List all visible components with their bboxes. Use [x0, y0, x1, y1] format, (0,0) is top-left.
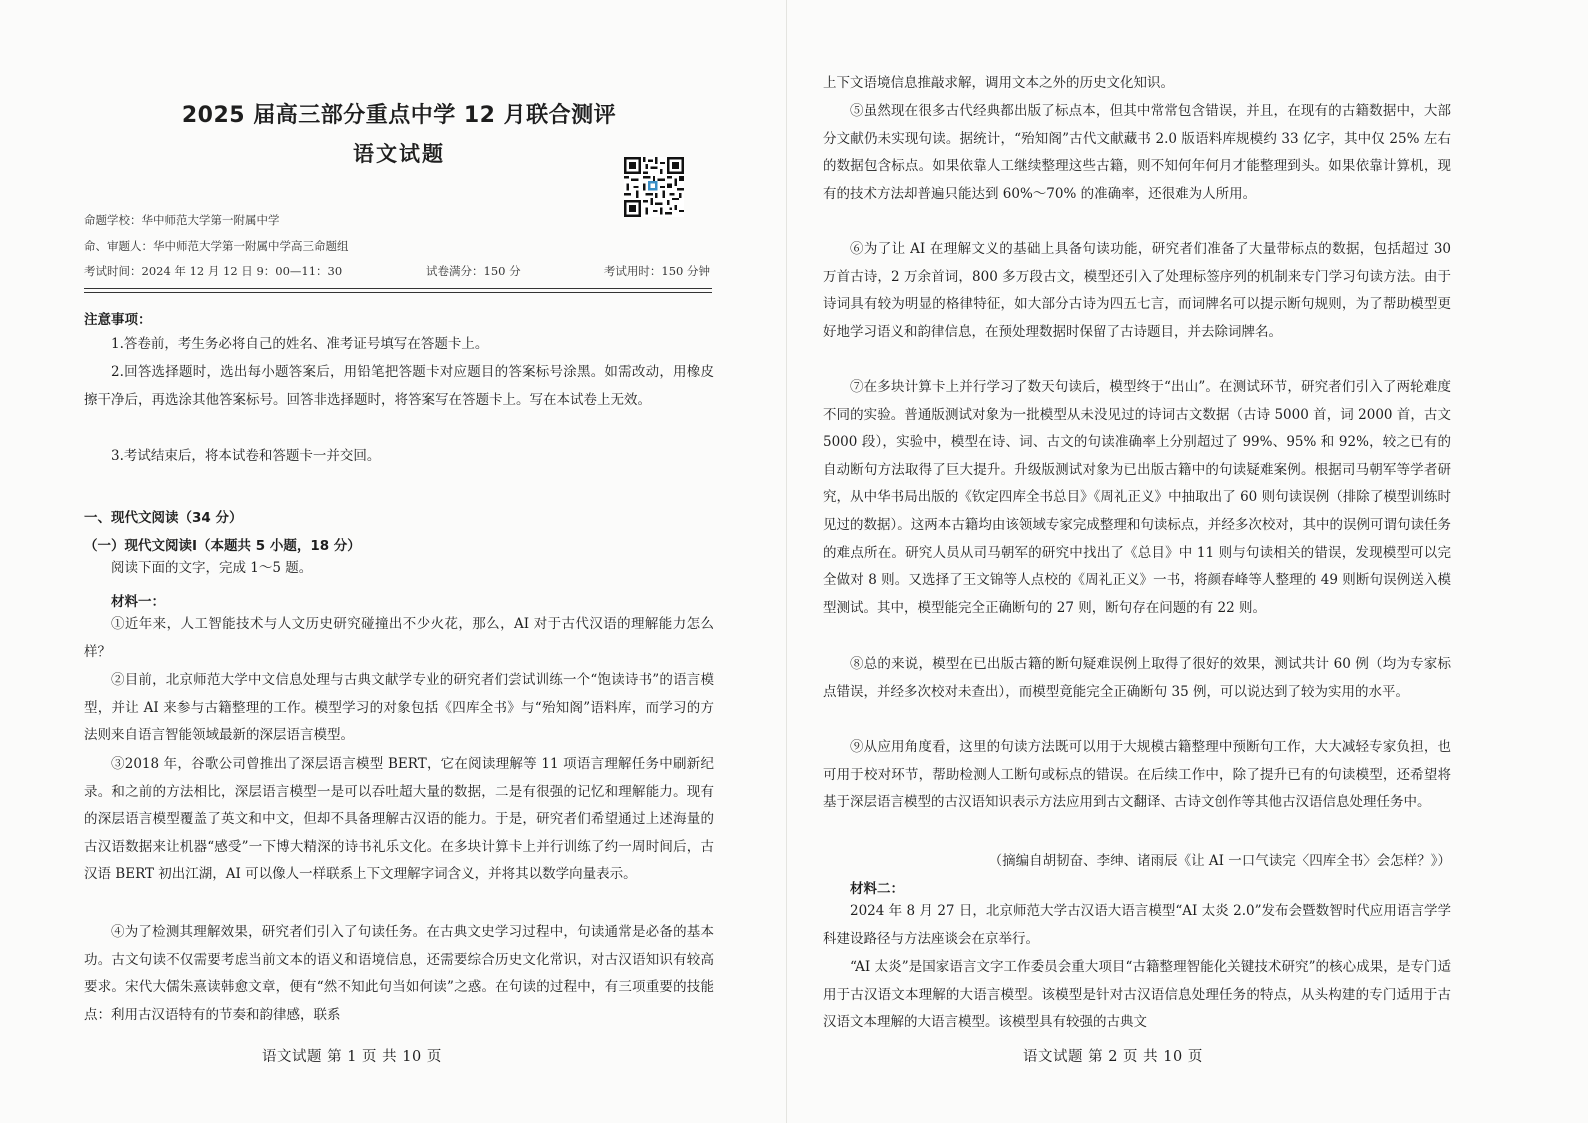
exam-time: 考试时间：2024 年 12 月 12 日 9：00—11：30 [84, 264, 343, 278]
setter-school: 命题学校：华中师范大学第一附属中学 [84, 213, 280, 227]
notice-heading: 注意事项： [84, 312, 152, 328]
paragraph-8: ⑧总的来说，模型在已出版古籍的断句疑难误例上取得了很好的效果，测试共计 60 例（均为专家标点错误，并经多次校对未查出），而模型竟能完全正确断句 35 例，可以说达到了较为实用的水平。 [823, 656, 1451, 700]
notice-item: 3.考试结束后，将本试卷和答题卡一并交回。 [111, 448, 381, 464]
exam-subtitle: 语文试题 [353, 142, 445, 166]
exam-title: 2025 届高三部分重点中学 12 月联合测评 [181, 103, 617, 128]
section-heading: 一、现代文阅读（34 分） [84, 510, 243, 526]
subsection-heading: （一）现代文阅读Ⅰ（本题共 5 小题，18 分） [84, 538, 361, 554]
qr-code-icon[interactable] [624, 157, 684, 217]
reading-instruction: 阅读下面的文字，完成 1～5 题。 [111, 560, 313, 576]
paragraph-5: ⑤虽然现在很多古代经典都出版了标点本，但其中常常包含错误，并且，在现有的古籍数据中，大部分文献仍未实现句读。据统计，“殆知阁”古代文献藏书 2.0 版语料库规模约 33 亿字，其中仅 25% 左右的数据包含标点。如果依靠人工继续整理这些古籍，则不知何年何月才能整理到头。如果依靠计算机，现有的技术方法却普遍只能达到 60%～70% 的准确率，还很难为人所用。 [823, 103, 1451, 202]
page-2 [823, 0, 1451, 1123]
paragraph-4: ④为了检测其理解效果，研究者们引入了句读任务。在古典文史学习过程中，句读通常是必备的基本功。古文句读不仅需要考虑当前文本的语义和语境信息，还需要综合历史文化常识，对古汉语知识有较高要求。宋代大儒朱熹读韩愈文章，便有“然不知此句当如何读”之惑。在句读的过程中，有三项重要的技能点：利用古汉语特有的节奏和韵律感，联系 [84, 924, 714, 1023]
paragraph-3: ③2018 年，谷歌公司曾推出了深层语言模型 BERT，它在阅读理解等 11 项语言理解任务中刷新纪录。和之前的方法相比，深层语言模型一是可以吞吐超大量的数据，二是有很强的记忆和理解能力。现有的深层语言模型覆盖了英文和中文，但却不具备理解古汉语的能力。于是，研究者们希望通过上述海量的古汉语数据来让机器“感受”一下博大精深的诗书礼乐文化。在多块计算卡上并行训练了约一周时间后，古汉语 BERT 初出江湖，AI 可以像人一样联系上下文理解字词含义，并将其以数学向量表示。 [84, 756, 714, 883]
m2-paragraph-1: 2024 年 8 月 27 日，北京师范大学古汉语大语言模型“AI 太炎 2.0”发布会暨数智时代应用语言学学科建设路径与方法座谈会在京举行。 [823, 903, 1451, 947]
notice-item: 2.回答选择题时，选出每小题答案后，用铅笔把答题卡对应题目的答案标号涂黑。如需改动，用橡皮擦干净后，再选涂其他答案标号。回答非选择题时，将答案写在答题卡上。写在本试卷上无效。 [84, 364, 714, 408]
paragraph-6: ⑥为了让 AI 在理解文义的基础上具备句读功能，研究者们准备了大量带标点的数据，包括超过 30 万首古诗，2 万余首词，800 多万段古文，模型还引入了处理标签序列的机制来专门学习句读方法。由于诗词具有较为明显的格律特征，如大部分古诗为四五七言，而词牌名可以提示断句规则，为了帮助模型更好地学习语义和韵律信息，在预处理数据时保留了古诗题目，并去除词牌名。 [823, 241, 1451, 340]
page-1 [84, 0, 714, 1123]
page-footer: 语文试题 第 2 页 共 10 页 [1023, 1049, 1203, 1065]
notice-item: 1.答卷前，考生务必将自己的姓名、准考证号填写在答题卡上。 [111, 336, 489, 352]
exam-duration: 考试用时：150 分钟 [603, 264, 710, 278]
citation: （摘编自胡韧奋、李绅、诸雨辰《让 AI 一口气读完〈四库全书〉会怎样？》） [988, 853, 1451, 869]
paragraph-4-cont: 上下文语境信息推敲求解，调用文本之外的历史文化知识。 [823, 75, 1174, 91]
page-fold [786, 0, 787, 1123]
material-2-label: 材料二： [850, 881, 904, 897]
paragraph-2: ②目前，北京师范大学中文信息处理与古典文献学专业的研究者们尝试训练一个“饱读诗书”的语言模型，并让 AI 来参与古籍整理的工作。模型学习的对象包括《四库全书》与“殆知阁”语料库，而学习的方法则来自语言智能领域最新的深层语言模型。 [84, 672, 714, 744]
material-1-label: 材料一： [111, 594, 165, 610]
setter-authors: 命、审题人：华中师范大学第一附属中学高三命题组 [84, 239, 349, 253]
header-rule [84, 288, 712, 289]
header-rule-thin [84, 292, 712, 293]
m2-paragraph-2: “AI 太炎”是国家语言文字工作委员会重大项目“古籍整理智能化关键技术研究”的核心成果，是专门适用于古汉语文本理解的大语言模型。该模型是针对古汉语信息处理任务的特点，从头构建的专门适用于古汉语文本理解的大语言模型。该模型具有较强的古典文 [823, 959, 1451, 1031]
paragraph-7: ⑦在多块计算卡上并行学习了数天句读后，模型终于“出山”。在测试环节，研究者们引入了两轮难度不同的实验。普通版测试对象为一批模型从未没见过的诗词古文数据（古诗 5000 首，词 2000 首，古文 5000 段），实验中，模型在诗、词、古文的句读准确率上分别超过了 99%、95% 和 92%，较之已有的自动断句方法取得了巨大提升。升级版测试对象为已出版古籍中的句读疑难案例。根据司马朝军等学者研究，从中华书局出版的《钦定四库全书总目》《周礼正义》中抽取出了 60 则句读误例（排除了模型训练时见过的数据）。这两本古籍均由该领域专家完成整理和句读标点，并经多次校对，其中的误例可谓句读任务的难点所在。研究人员从司马朝军的研究中找出了《总目》中 11 则与句读相关的错误，发现模型可以完全做对 8 则。又选择了王文锦等人点校的《周礼正义》一书，将颜春峰等人整理的 49 则断句误例送入模型测试。其中，模型能完全正确断句的 27 则，断句存在问题的有 22 则。 [823, 379, 1451, 616]
page-footer: 语文试题 第 1 页 共 10 页 [262, 1049, 442, 1065]
paragraph-9: ⑨从应用角度看，这里的句读方法既可以用于大规模古籍整理中预断句工作，大大减轻专家负担，也可用于校对环节，帮助检测人工断句或标点的错误。在后续工作中，除了提升已有的句读模型，还希望将基于深层语言模型的古汉语知识表示方法应用到古文翻译、古诗文创作等其他古汉语信息处理任务中。 [823, 739, 1451, 811]
full-score: 试卷满分：150 分 [426, 264, 521, 278]
paragraph-1: ①近年来，人工智能技术与人文历史研究碰撞出不少火花，那么，AI 对于古代汉语的理解能力怎么样？ [84, 616, 714, 660]
